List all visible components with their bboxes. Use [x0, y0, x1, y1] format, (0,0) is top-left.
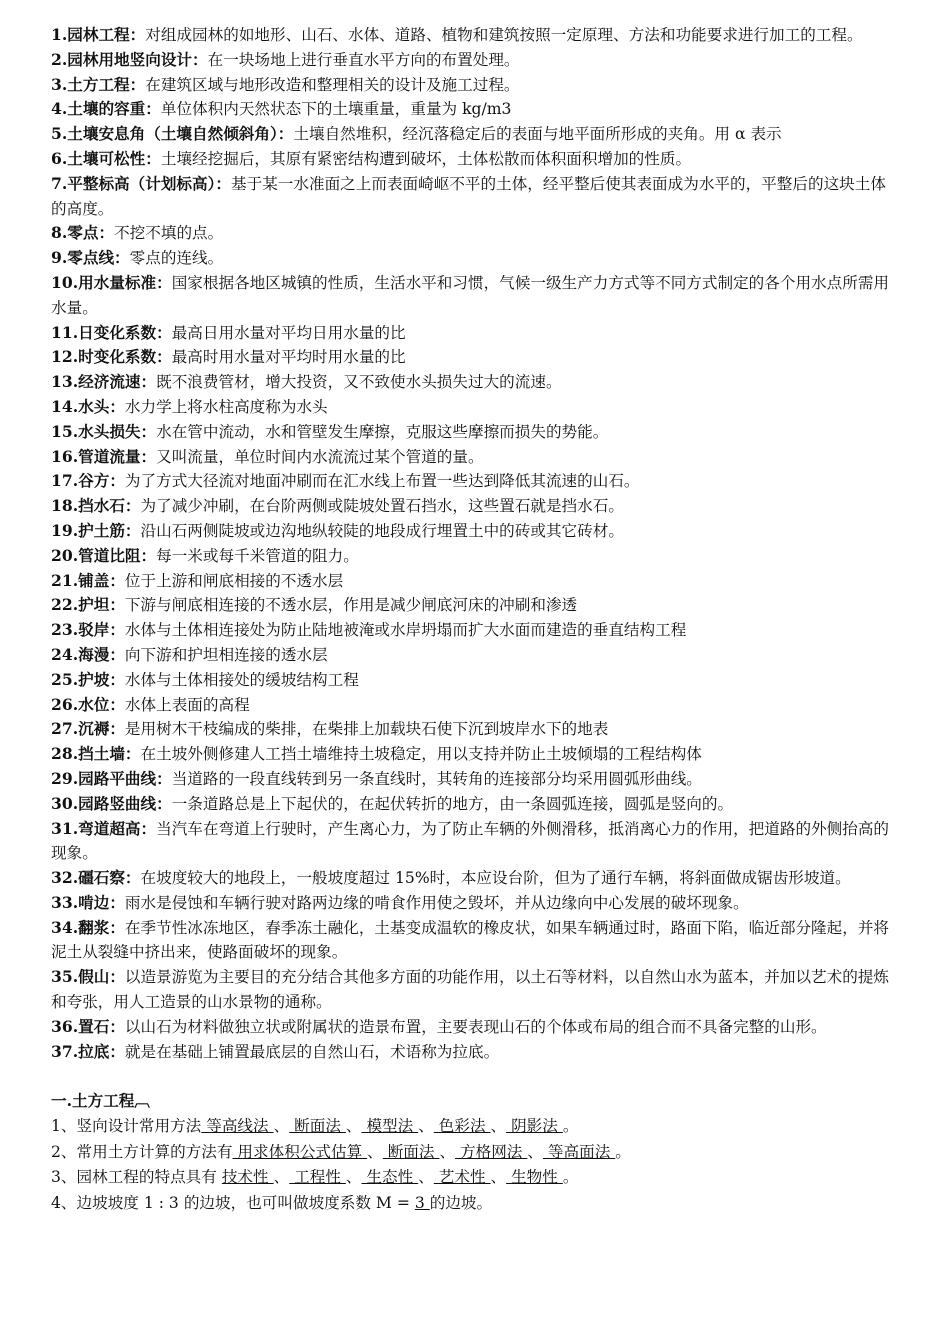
- definition-text: 下游与闸底相连接的不透水层，作用是减少闸底河床的冲刷和渗透: [124, 596, 578, 615]
- definition-term: 5.土壤安息角（土壤自然倾斜角）：: [51, 124, 294, 144]
- definition-term: 3.土方工程：: [51, 74, 146, 94]
- definition-text: 向下游和护坦相连接的透水层: [124, 645, 328, 664]
- answer-blank: 阴影法: [506, 1117, 563, 1136]
- answer-blank: 等高线法: [201, 1117, 274, 1136]
- definition-item: [51, 1015, 893, 1040]
- answer-blank: 用求体积公式估算: [232, 1142, 368, 1161]
- definition-text: 又叫流量，单位时间内水流流过某个管道的量。: [156, 447, 484, 466]
- definition-term: 32.礓石察：: [51, 868, 141, 888]
- definition-item: [51, 891, 893, 916]
- definition-term: 29.园路平曲线：: [51, 768, 172, 788]
- answer-separator: 、: [273, 1168, 290, 1187]
- definition-term: 23.驳岸：: [51, 620, 125, 640]
- definition-item: [51, 420, 893, 445]
- definition-term: 17.谷方：: [51, 471, 125, 491]
- definition-term: 4.土壤的容重：: [51, 99, 161, 119]
- answer-blank: 断面法: [289, 1117, 346, 1136]
- definition-text: 国家根据各地区城镇的性质，生活水平和习惯，气候一级生产力方式等不同方式制定的各个用水点所需用水量。: [51, 273, 890, 317]
- document-body: [51, 23, 893, 1216]
- definition-item: [51, 73, 893, 98]
- definition-item: [51, 23, 893, 48]
- definition-text: 一条道路总是上下起伏的，在起伏转折的地方，由一条圆弧连接，圆弧是竖向的。: [171, 794, 734, 813]
- definition-term: 24.海漫：: [51, 644, 125, 664]
- definition-text: 以山石为材料做独立状或附属状的造景布置，主要表现山石的个体或布局的组合而不具备完整的山形。: [124, 1017, 827, 1036]
- answer-blank: 生物性: [506, 1168, 563, 1187]
- definition-term: 11.日变化系数：: [51, 322, 172, 342]
- definition-item: [51, 395, 893, 420]
- answer-blank: 技术性: [221, 1168, 274, 1187]
- definition-item: [51, 965, 893, 1015]
- answer-separator: 、: [439, 1142, 456, 1161]
- definition-text: 沿山石两侧陡坡或边沟地纵较陡的地段成行埋置土中的砖或其它砖材。: [140, 521, 624, 540]
- question-suffix: 。: [562, 1168, 579, 1187]
- definition-text: 既不浪费管材，增大投资，又不致使水头损失过大的流速。: [156, 373, 562, 392]
- definition-text: 是用树木干枝编成的柴排，在柴排上加载块石使下沉到坡岸水下的地表: [124, 720, 609, 739]
- definition-text: 对组成园林的如地形、山石、水体、道路、植物和建筑按照一定原理、方法和功能要求进行加工的工程。: [145, 26, 863, 44]
- answer-blank: 断面法: [382, 1142, 440, 1161]
- question-prefix: 3、园林工程的特点具有: [51, 1168, 222, 1187]
- definition-item: [51, 1040, 893, 1065]
- definition-item: [51, 147, 893, 172]
- definition-item: [51, 246, 893, 271]
- answer-blank: 生态性: [361, 1168, 419, 1187]
- definition-term: 19.护土筋：: [51, 520, 141, 540]
- definition-text: 就是在基础上铺置最底层的自然山石，术语称为拉底。: [124, 1042, 500, 1061]
- definition-term: 31.弯道超高：: [51, 818, 157, 838]
- answer-blank: 模型法: [361, 1117, 419, 1136]
- definition-text: 不挖不填的点。: [114, 224, 224, 243]
- definition-term: 27.沉褥：: [51, 719, 125, 739]
- question-suffix: 。: [562, 1117, 579, 1136]
- definition-term: 26.水位：: [51, 694, 125, 714]
- definition-item: [51, 593, 893, 618]
- definition-text: 在建筑区域与地形改造和整理相关的设计及施工过程。: [145, 75, 520, 94]
- definition-term: 28.挡土墙：: [51, 744, 141, 764]
- definition-item: [51, 742, 893, 767]
- definition-term: 1.园林工程：: [51, 25, 146, 44]
- definition-text: 最高日用水量对平均日用水量的比: [171, 323, 406, 342]
- definitions-list: [51, 23, 893, 1064]
- question-suffix: 。: [615, 1142, 631, 1161]
- definition-term: 2.园林用地竖向设计：: [51, 49, 208, 69]
- definition-text: 零点的连线。: [129, 249, 224, 268]
- definition-item: [51, 717, 893, 742]
- definition-term: 6.土壤可松性：: [51, 148, 161, 168]
- definition-text: 在一块场地上进行垂直水平方向的布置处理。: [207, 50, 520, 69]
- definition-item: [51, 172, 893, 222]
- definition-item: [51, 866, 893, 891]
- question-item: [51, 1165, 893, 1191]
- definition-term: 30.园路竖曲线：: [51, 793, 172, 813]
- definition-term: 15.水头损失：: [51, 421, 157, 441]
- definition-item: [51, 271, 893, 321]
- definition-text: 土壤经挖掘后，其原有紧密结构遭到破坏，土体松散而体积面积增加的性质。: [160, 149, 692, 168]
- definition-item: [51, 519, 893, 544]
- definition-item: [51, 544, 893, 569]
- definition-item: [51, 122, 893, 147]
- definition-term: 20.管道比阻：: [51, 545, 157, 565]
- definition-text: 当道路的一段直线转到另一条直线时，其转角的连接部分均采用圆弧形曲线。: [171, 769, 702, 788]
- definition-item: [51, 345, 893, 370]
- definition-text: 每一米或每千米管道的阻力。: [156, 546, 359, 565]
- definition-item: [51, 693, 893, 718]
- definition-term: 22.护坦：: [51, 595, 125, 615]
- definition-term: 8.零点：: [51, 223, 115, 243]
- answer-separator: 、: [345, 1168, 362, 1187]
- answer-blank: 3: [414, 1193, 430, 1212]
- answer-separator: 、: [418, 1168, 434, 1187]
- answer-blank: 方格网法: [455, 1142, 528, 1161]
- definition-term: 13.经济流速：: [51, 372, 157, 392]
- definition-term: 7.平整标高（计划标高）：: [51, 173, 232, 193]
- definition-term: 10.用水量标准：: [51, 272, 172, 292]
- fill-in-questions: [51, 1114, 893, 1216]
- definition-text: 雨水是侵蚀和车辆行驶对路两边缘的啃食作用使之毁坏，并从边缘向中心发展的破坏现象。: [124, 893, 749, 912]
- definition-text: 当汽车在弯道上行驶时，产生离心力，为了防止车辆的外侧滑移，抵消离心力的作用，把道路的外侧抬高的现象。: [51, 819, 890, 863]
- definition-text: 为了方式大径流对地面冲刷而在汇水线上布置一些达到降低其流速的山石。: [124, 472, 640, 491]
- question-item: [51, 1140, 893, 1166]
- definition-item: [51, 792, 893, 817]
- definition-text: 水力学上将水柱高度称为水头: [124, 397, 328, 416]
- definition-text: 单位体积内天然状态下的土壤重量，重量为 kg/m3: [160, 100, 512, 119]
- definition-text: 在土坡外侧修建人工挡土墙维持土坡稳定，用以支持并防止土坡倾塌的工程结构体: [140, 745, 702, 764]
- definition-text: 在坡度较大的地段上，一般坡度超过 15%时，本应设台阶，但为了通行车辆，将斜面做成锯齿形坡道。: [140, 869, 851, 888]
- answer-separator: 、: [273, 1117, 290, 1136]
- question-item: [51, 1191, 893, 1217]
- answer-blank: 工程性: [289, 1168, 346, 1187]
- answer-separator: 、: [490, 1117, 507, 1136]
- definition-item: [51, 569, 893, 594]
- section-title: 一.土方工程: [51, 1091, 135, 1111]
- answer-separator: 、: [490, 1168, 507, 1187]
- definition-term: 12.时变化系数：: [51, 347, 172, 367]
- definition-term: 14.水头：: [51, 396, 125, 416]
- section-title-mark: ︹: [134, 1091, 151, 1111]
- answer-separator: 、: [418, 1117, 434, 1136]
- definition-text: 在季节性冰冻地区，春季冻土融化，土基变成温软的橡皮状，如果车辆通过时，路面下陷，临近部分隆起，并将泥土从裂缝中挤出来，使路面破坏的现象。: [51, 918, 890, 962]
- definition-text: 水体与土体相连接处为防止陆地被淹或水岸坍塌而扩大水面而建造的垂直结构工程: [124, 621, 687, 640]
- question-prefix: 1、竖向设计常用方法: [51, 1117, 202, 1136]
- definition-item: [51, 494, 893, 519]
- definition-text: 基于某一水准面之上而表面崎岖不平的土体，经平整后使其表面成为水平的，平整后的这块土体的高度。: [51, 174, 886, 218]
- answer-blank: 等高面法: [542, 1142, 616, 1161]
- definition-term: 21.铺盖：: [51, 570, 125, 590]
- answer-separator: 、: [527, 1142, 543, 1161]
- definition-term: 33.啃边：: [51, 892, 125, 912]
- definition-item: [51, 321, 893, 346]
- definition-item: [51, 48, 893, 73]
- definition-item: [51, 767, 893, 792]
- definition-text: 为了减少冲刷，在台阶两侧或陡坡处置石挡水，这些置石就是挡水石。: [140, 497, 624, 516]
- question-prefix: 2、常用土方计算的方法有: [51, 1142, 233, 1161]
- definition-item: [51, 668, 893, 693]
- answer-blank: 色彩法: [433, 1117, 491, 1136]
- answer-separator: 、: [345, 1117, 362, 1136]
- definition-term: 25.护坡：: [51, 669, 125, 689]
- definition-term: 36.置石：: [51, 1016, 125, 1036]
- definition-term: 34.翻浆：: [51, 917, 125, 937]
- question-prefix: 4、边坡坡度 1 : 3 的边坡，也可叫做坡度系数 M =: [51, 1193, 415, 1212]
- definition-item: [51, 618, 893, 643]
- definition-term: 9.零点线：: [51, 248, 130, 268]
- definition-term: 16.管道流量：: [51, 446, 157, 466]
- answer-blank: 艺术性: [433, 1168, 491, 1187]
- question-suffix: 的边坡。: [429, 1193, 493, 1212]
- definition-text: 水体上表面的高程: [124, 695, 250, 714]
- definition-item: [51, 916, 893, 966]
- definition-term: 35.假山：: [51, 967, 125, 987]
- answer-separator: 、: [367, 1142, 383, 1161]
- definition-item: [51, 221, 893, 246]
- definition-item: [51, 643, 893, 668]
- definition-text: 以造景游览为主要目的充分结合其他多方面的功能作用，以土石等材料，以自然山水为蓝本，并加以艺术的提炼和夸张，用人工造景的山水景物的通称。: [51, 968, 890, 1012]
- definition-text: 水体与土体相接处的缓坡结构工程: [124, 670, 359, 689]
- definition-item: [51, 97, 893, 122]
- definition-text: 最高时用水量对平均时用水量的比: [171, 348, 406, 367]
- definition-item: [51, 817, 893, 867]
- section-heading: [51, 1088, 893, 1114]
- definition-term: 37.拉底：: [51, 1041, 125, 1061]
- definition-text: 位于上游和闸底相接的不透水层: [124, 571, 344, 590]
- definition-term: 18.挡水石：: [51, 496, 141, 516]
- definition-text: 土壤自然堆积，经沉落稳定后的表面与地平面所形成的夹角。用 α 表示: [293, 125, 782, 144]
- definition-item: [51, 445, 893, 470]
- definition-text: 水在管中流动，水和管壁发生摩擦，克服这些摩擦而损失的势能。: [156, 422, 609, 441]
- definition-item: [51, 469, 893, 494]
- definition-item: [51, 370, 893, 395]
- question-item: [51, 1114, 893, 1140]
